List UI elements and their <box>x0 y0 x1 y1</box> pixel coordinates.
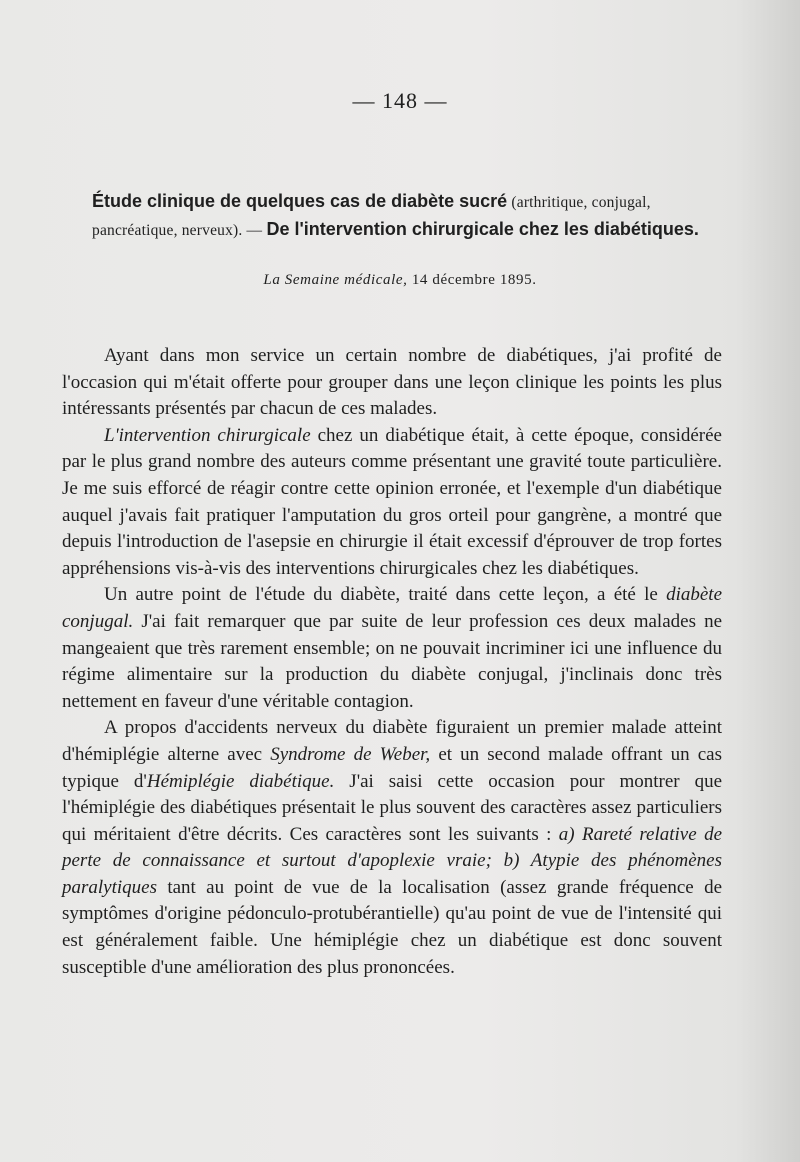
page-number: — 148 — <box>352 88 448 113</box>
paragraph-4-emphasis-1: Syndrome de Weber, <box>270 743 431 765</box>
paragraph-3-text-a: Un autre point de l'étude du diabète, traité dans cette leçon, a été le <box>104 584 658 606</box>
paragraph-4-text-c: J'ai saisi cette occasion pour montrer que l'hémiplégie des diabétiques présentait le plus souvent des caractères assez particuliers qui méritaient d'être décrits. Ces caractères sont les suivants : <box>62 770 723 845</box>
paragraph-4-text-b: et un second malade offrant un cas typique d' <box>62 743 723 792</box>
entry-title <box>92 188 724 244</box>
body-text <box>62 343 722 981</box>
paragraph-2-text: chez un diabétique était, à cette époque, considérée par le plus grand nombre des auteurs comme présentant une gravité toute particulière. Je me suis efforcé de réagir contre cette opinion erronée, et l'exemple d'un diabétique auquel j'avais fait pratiquer l'amputation du gros orteil pour gangrène, a montré que depuis l'introduction de l'asepsie en chirurgie il était excessif d'éprouver de trop fortes appréhensions vis-à-vis des interventions chirurgicales chez les diabétiques. <box>62 424 722 579</box>
citation <box>0 272 800 289</box>
paragraph-2 <box>62 423 722 583</box>
paragraph-4-emphasis-3: a) Rareté relative de perte de connaissance et surtout d'apoplexie vraie; b) Atypie des phénomènes paralytiques <box>62 823 723 898</box>
paragraph-1 <box>62 343 722 423</box>
paragraph-3-emphasis: diabète conjugal. <box>62 584 723 632</box>
paragraph-1-text: Ayant dans mon service un certain nombre de diabétiques, j'ai profité de l'occasion qui m'était offerte pour grouper dans une leçon clinique les points les plus intéressants présentés par chacun de ces malades. <box>62 345 722 420</box>
citation-journal: La Semaine médicale, <box>263 272 408 288</box>
paragraph-4 <box>62 715 722 981</box>
title-bold-part-1: Étude clinique de quelques cas de diabète sucré <box>92 191 508 211</box>
paragraph-4-emphasis-2: Hémiplégie diabétique. <box>146 770 335 792</box>
citation-date: 14 décembre 1895. <box>411 272 537 288</box>
title-bold-part-2: De l'intervention chirurgicale chez les diabétiques. <box>266 219 699 239</box>
paragraph-2-emphasis: L'intervention chirurgicale <box>104 424 311 446</box>
paragraph-4-text-d: tant au point de vue de la localisation (assez grande fréquence de symptômes d'origine pédonculo-protubérantielle) qu'au point de vue de l'intensité qui est généralement faible. Une hémiplégie chez un diabétique est donc souvent susceptible d'une amélioration des plus prononcées. <box>62 876 723 978</box>
paragraph-3 <box>62 582 722 715</box>
paragraph-4-text-a: A propos d'accidents nerveux du diabète figuraient un premier malade atteint d'hémiplégie alterne avec <box>62 717 722 765</box>
title-plain-part: (arthritique, conjugal, pancréatique, nerveux). — <box>92 194 651 239</box>
paragraph-3-text-b: J'ai fait remarquer que par suite de leur profession ces deux malades ne mangeaient que très rarement ensemble; on ne pouvait incriminer ici une influence du régime alimentaire sur la production du diabète conjugal, j'inclinais donc très nettement en faveur d'une véritable contagion. <box>62 610 723 712</box>
